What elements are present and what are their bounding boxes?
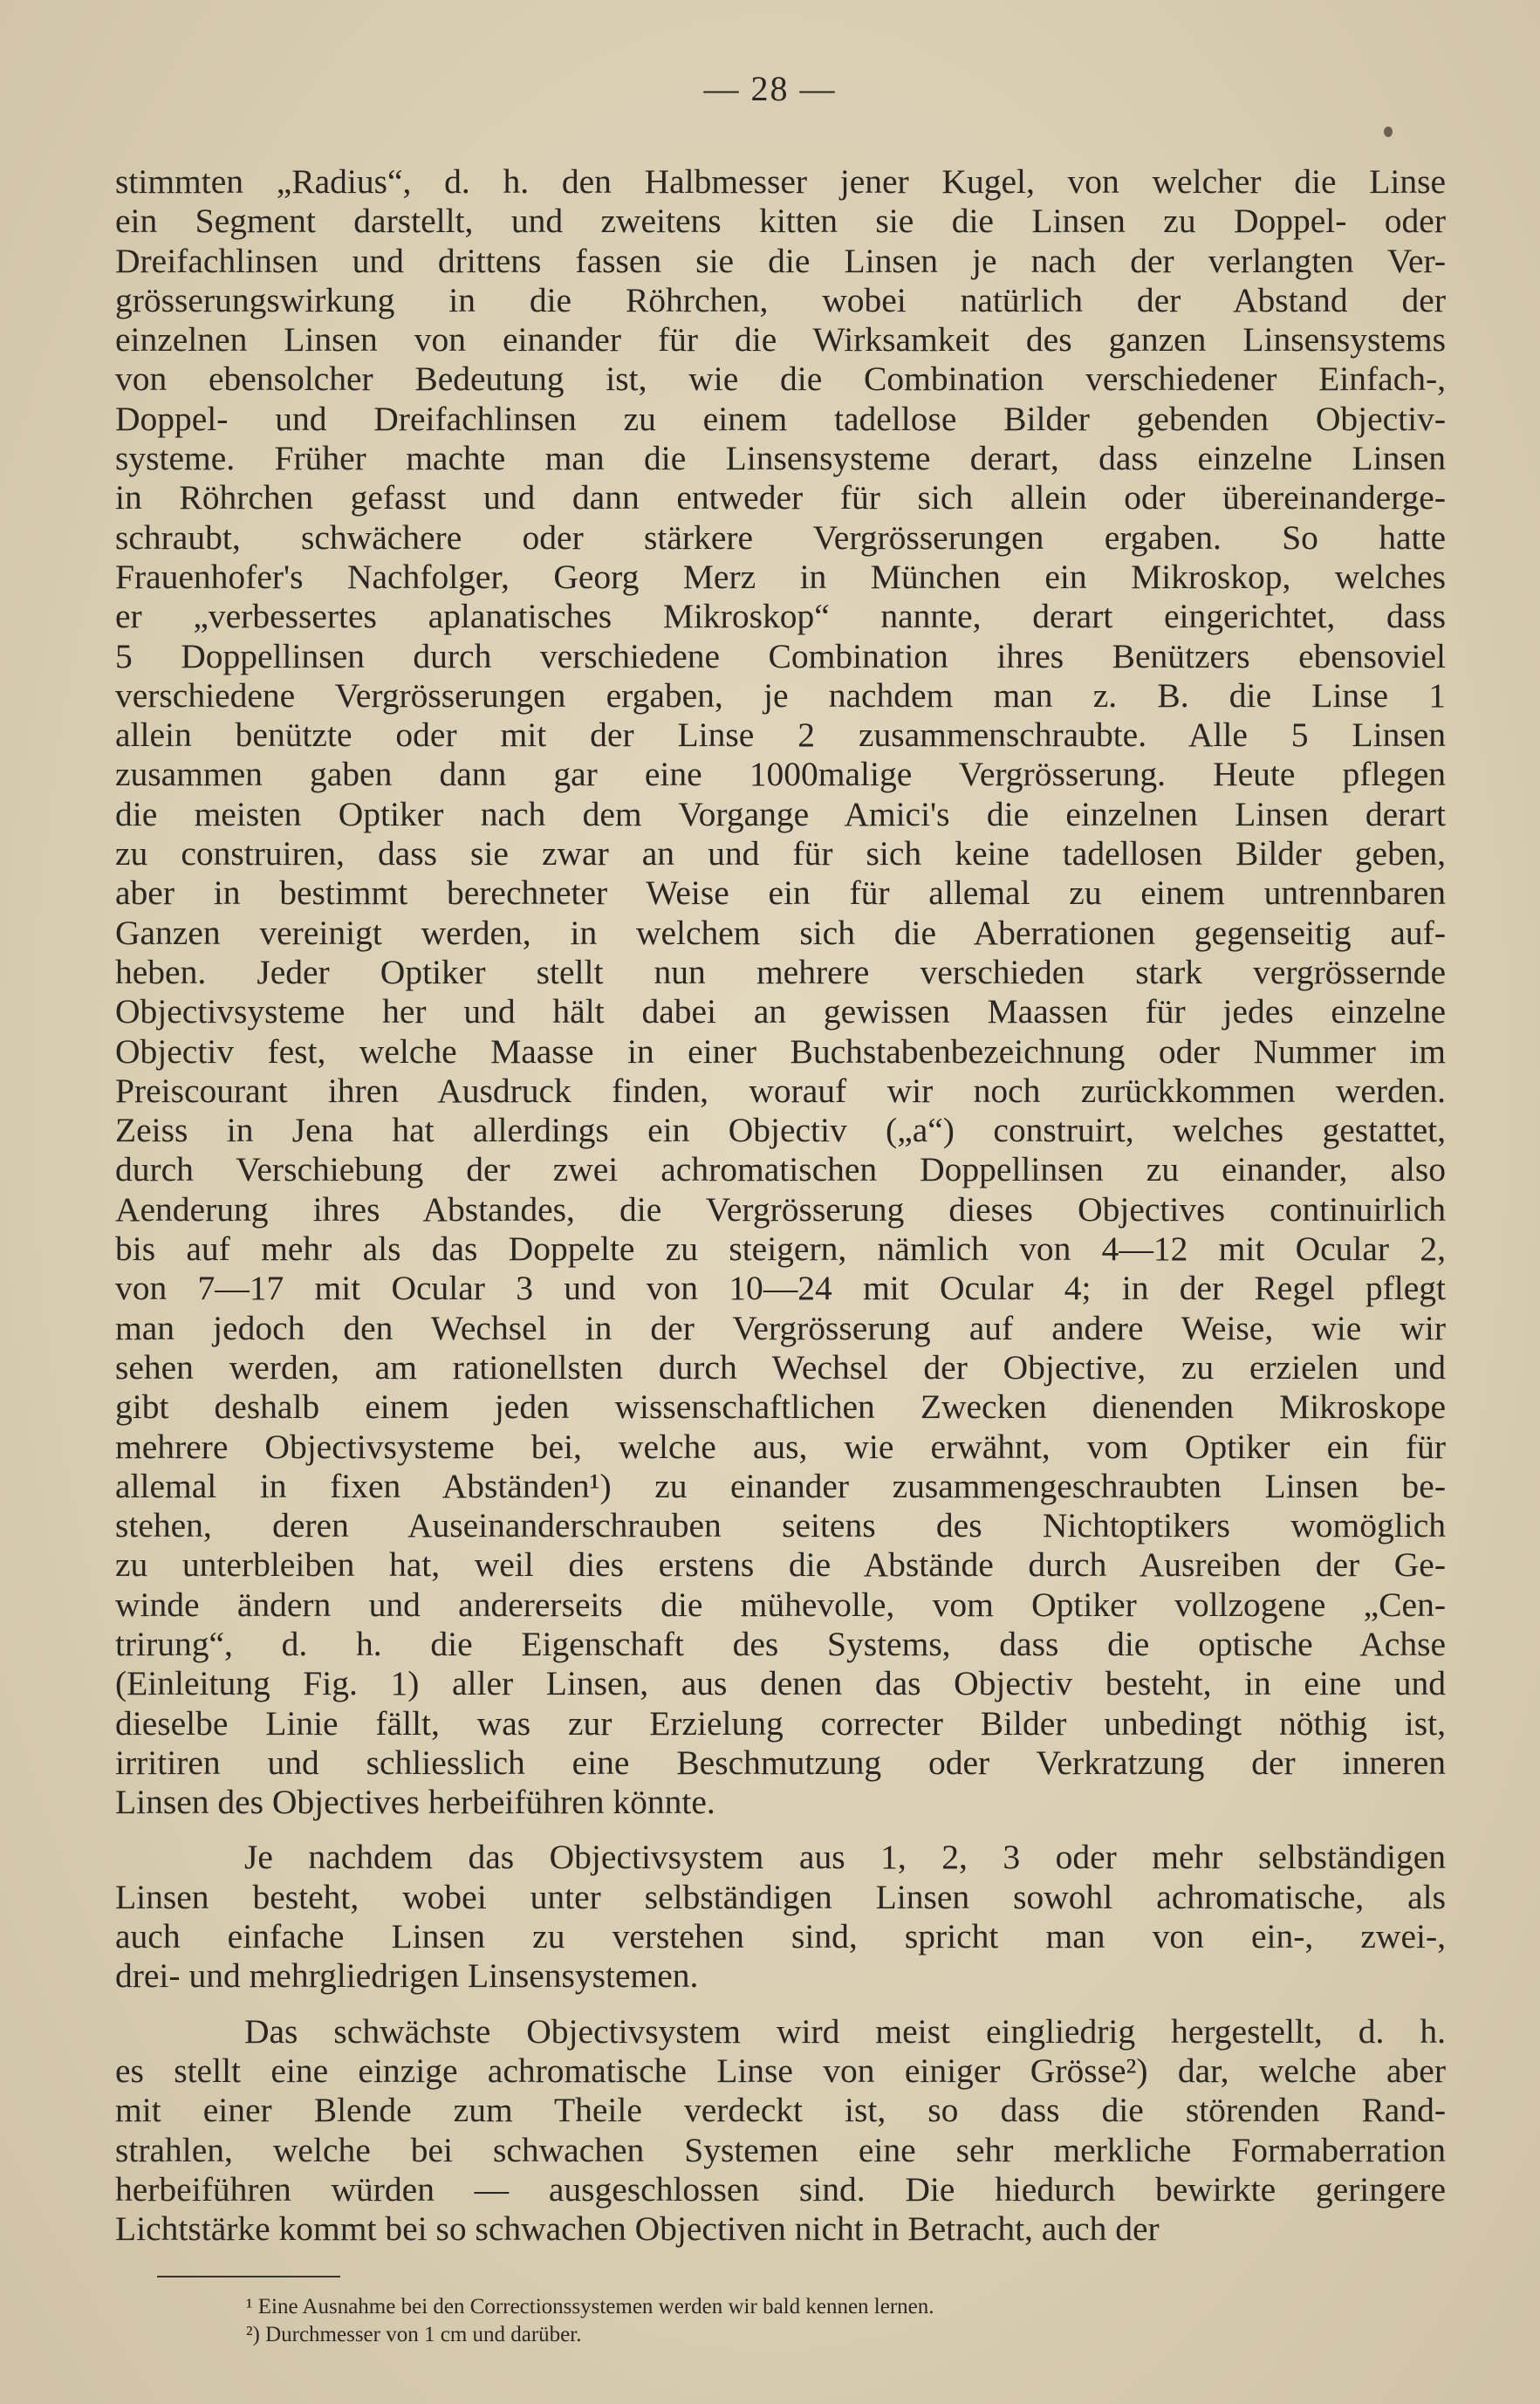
paragraph bbox=[115, 2012, 1446, 2250]
paragraph-gap bbox=[115, 1822, 1446, 1838]
text-line: durch Verschiebung der zwei achromatischen Doppellinsen zu einander, also bbox=[115, 1150, 1446, 1189]
text-line: Linsen besteht, wobei unter selbständigen Linsen sowohl achromatische, als bbox=[115, 1877, 1446, 1916]
text-line: trirung“, d. h. die Eigenschaft des Systems, dass die optische Achse bbox=[115, 1624, 1446, 1663]
text-line: Preiscourant ihren Ausdruck finden, worauf wir noch zurückkommen werden. bbox=[115, 1071, 1446, 1110]
text-line: bis auf mehr als das Doppelte zu steigern, nämlich von 4—12 mit Ocular 2, bbox=[115, 1229, 1446, 1269]
text-line: stimmten „Radius“, d. h. den Halbmesser jener Kugel, von welcher die Linse bbox=[115, 162, 1446, 201]
text-line: Das schwächste Objectivsystem wird meist eingliedrig hergestellt, d. h. bbox=[244, 2011, 1446, 2051]
footnote: ²) Durchmesser von 1 cm und darüber. bbox=[246, 2323, 582, 2346]
text-line: Frauenhofer's Nachfolger, Georg Merz in München ein Mikroskop, welches bbox=[115, 557, 1446, 596]
text-line: 5 Doppellinsen durch verschiedene Combination ihres Benützers ebensoviel bbox=[115, 636, 1446, 675]
text-line: mit einer Blende zum Theile verdeckt ist, so dass die störenden Rand- bbox=[115, 2091, 1446, 2130]
text-line: Je nachdem das Objectivsystem aus 1, 2, 3 oder mehr selbständigen bbox=[244, 1838, 1446, 1877]
text-line: von 7—17 mit Ocular 3 und von 10—24 mit Ocular 4; in der Regel pflegt bbox=[115, 1269, 1446, 1308]
text-line: zu unterbleiben hat, weil dies erstens die Abstände durch Ausreiben der Ge- bbox=[115, 1545, 1446, 1585]
text-line: die meisten Optiker nach dem Vorgange Amici's die einzelnen Linsen derart bbox=[115, 794, 1446, 833]
text-line: von ebensolcher Bedeutung ist, wie die Combination verschiedener Einfach-, bbox=[115, 360, 1446, 399]
ink-speck bbox=[1384, 127, 1393, 137]
text-line: ein Segment darstellt, und zweitens kitten sie die Linsen zu Doppel- oder bbox=[115, 202, 1446, 241]
text-line: mehrere Objectivsysteme bei, welche aus, wie erwähnt, vom Optiker ein für bbox=[115, 1427, 1446, 1466]
text-line: zusammen gaben dann gar eine 1000malige Vergrösserung. Heute pflegen bbox=[115, 755, 1446, 794]
footnote-rule bbox=[157, 2276, 340, 2277]
text-line: Linsen des Objectives herbeiführen könnte. bbox=[115, 1783, 715, 1822]
footnotes bbox=[246, 2293, 934, 2349]
text-line: (Einleitung Fig. 1) aller Linsen, aus denen das Objectiv besteht, in eine und bbox=[115, 1664, 1446, 1703]
text-line: er „verbessertes aplanatisches Mikroskop“ nannte, derart eingerichtet, dass bbox=[115, 597, 1446, 636]
text-line: Zeiss in Jena hat allerdings ein Objectiv („a“) construirt, welches gestattet, bbox=[115, 1111, 1446, 1150]
text-line: Aenderung ihres Abstandes, die Vergrösserung dieses Objectives continuirlich bbox=[115, 1189, 1446, 1229]
text-line: Dreifachlinsen und drittens fassen sie die Linsen je nach der verlangten Ver- bbox=[115, 241, 1446, 280]
footnote: ¹ Eine Ausnahme bei den Correctionssystemen werden wir bald kennen lernen. bbox=[246, 2295, 934, 2318]
text-line: Objectivsysteme her und hält dabei an gewissen Maassen für jedes einzelne bbox=[115, 992, 1446, 1031]
text-line: grösserungswirkung in die Röhrchen, wobei natürlich der Abstand der bbox=[115, 280, 1446, 319]
body-text bbox=[115, 162, 1446, 2249]
text-line: zu construiren, dass sie zwar an und für sich keine tadellosen Bilder geben, bbox=[115, 834, 1446, 873]
text-line: irritiren und schliesslich eine Beschmutzung oder Verkratzung der inneren bbox=[115, 1743, 1446, 1782]
text-line: Doppel- und Dreifachlinsen zu einem tadellose Bilder gebenden Objectiv- bbox=[115, 399, 1446, 438]
text-line: allemal in fixen Abständen¹) zu einander zusammengeschraubten Linsen be- bbox=[115, 1466, 1446, 1505]
text-line: verschiedene Vergrösserungen ergaben, je nachdem man z. B. die Linse 1 bbox=[115, 675, 1446, 715]
text-line: es stellt eine einzige achromatische Linse von einiger Grösse²) dar, welche aber bbox=[115, 2051, 1446, 2090]
text-line: drei- und mehrgliedrigen Linsensystemen. bbox=[115, 1956, 699, 1996]
text-line: heben. Jeder Optiker stellt nun mehrere verschieden stark vergrössernde bbox=[115, 952, 1446, 991]
paragraph bbox=[115, 162, 1446, 1822]
text-line: stehen, deren Auseinanderschrauben seitens des Nichtoptikers womöglich bbox=[115, 1506, 1446, 1545]
text-line: allein benützte oder mit der Linse 2 zusammenschraubte. Alle 5 Linsen bbox=[115, 716, 1446, 755]
page-number: — 28 — bbox=[703, 69, 837, 108]
text-line: Ganzen vereinigt werden, in welchem sich die Aberrationen gegenseitig auf- bbox=[115, 913, 1446, 952]
text-line: strahlen, welche bei schwachen Systemen eine sehr merkliche Formaberration bbox=[115, 2130, 1446, 2169]
text-line: schraubt, schwächere oder stärkere Vergrösserungen ergaben. So hatte bbox=[115, 517, 1446, 557]
text-line: herbeiführen würden — ausgeschlossen sind. Die hiedurch bewirkte geringere bbox=[115, 2169, 1446, 2209]
text-line: Objectiv fest, welche Maasse in einer Buchstabenbezeichnung oder Nummer im bbox=[115, 1031, 1446, 1071]
paragraph bbox=[115, 1838, 1446, 1996]
text-line: winde ändern und andererseits die mühevolle, vom Optiker vollzogene „Cen- bbox=[115, 1585, 1446, 1624]
text-line: auch einfache Linsen zu verstehen sind, spricht man von ein-, zwei-, bbox=[115, 1917, 1446, 1956]
text-line: systeme. Früher machte man die Linsensysteme derart, dass einzelne Linsen bbox=[115, 439, 1446, 478]
text-line: einzelnen Linsen von einander für die Wirksamkeit des ganzen Linsensystems bbox=[115, 320, 1446, 360]
text-line: dieselbe Linie fällt, was zur Erzielung correcter Bilder unbedingt nöthig ist, bbox=[115, 1703, 1446, 1743]
text-line: Lichtstärke kommt bei so schwachen Objectiven nicht in Betracht, auch der bbox=[115, 2209, 1160, 2249]
text-line: man jedoch den Wechsel in der Vergrösserung auf andere Weise, wie wir bbox=[115, 1308, 1446, 1347]
paragraph-gap bbox=[115, 1996, 1446, 2012]
text-line: gibt deshalb einem jeden wissenschaftlichen Zwecken dienenden Mikroskope bbox=[115, 1387, 1446, 1427]
text-line: in Röhrchen gefasst und dann entweder für sich allein oder übereinanderge- bbox=[115, 478, 1446, 517]
text-line: aber in bestimmt berechneter Weise ein für allemal zu einem untrennbaren bbox=[115, 873, 1446, 913]
text-line: sehen werden, am rationellsten durch Wechsel der Objective, zu erzielen und bbox=[115, 1347, 1446, 1387]
